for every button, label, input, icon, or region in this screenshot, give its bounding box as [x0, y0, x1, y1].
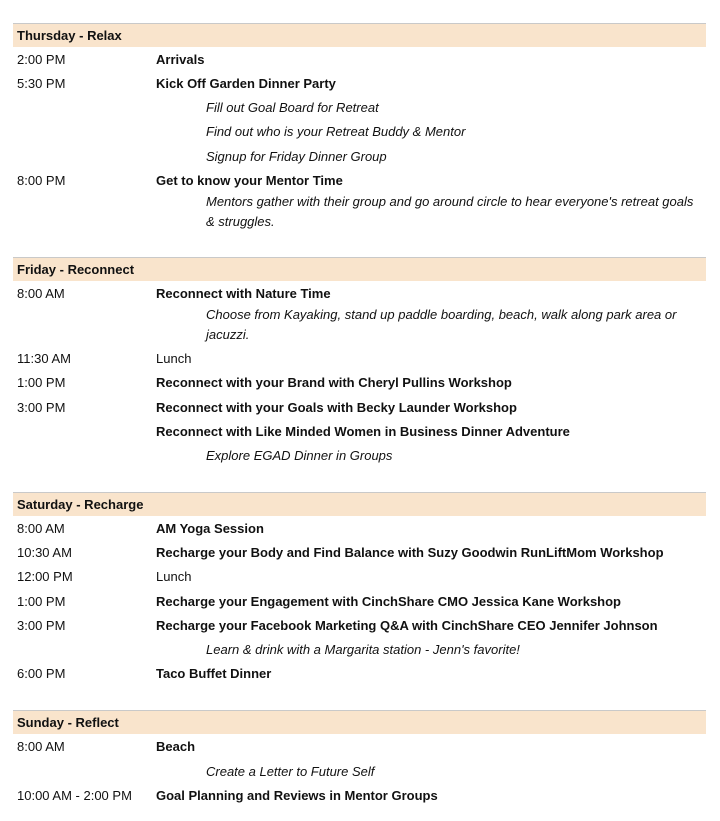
event-title: Reconnect with your Brand with Cheryl Pullins Workshop — [156, 375, 512, 390]
event-title: Goal Planning and Reviews in Mentor Groups — [156, 788, 438, 803]
day-header-thursday: Thursday - Relax — [13, 23, 706, 47]
time-label: 11:30 AM — [17, 351, 71, 366]
time-label: 10:00 AM - 2:00 PM — [17, 788, 132, 803]
time-label: 2:00 PM — [17, 52, 66, 67]
event-title: Lunch — [156, 569, 192, 584]
event-note: Choose from Kayaking, stand up paddle boarding, beach, walk along park area or jacuzzi. — [206, 307, 677, 342]
event-title: Get to know your Mentor Time — [156, 173, 343, 188]
event-note: Create a Letter to Future Self — [206, 764, 375, 779]
time-label: 8:00 AM — [17, 286, 65, 301]
day-header-saturday: Saturday - Recharge — [13, 492, 706, 516]
time-label: 1:00 PM — [17, 594, 66, 609]
time-label: 10:30 AM — [17, 545, 72, 560]
event-note: Learn & drink with a Margarita station - Jenn's favorite! — [206, 642, 520, 657]
event-note: Fill out Goal Board for Retreat — [206, 100, 379, 115]
event-title: Recharge your Body and Find Balance with Suzy Goodwin RunLiftMom Workshop — [156, 545, 664, 560]
time-label: 8:00 AM — [17, 521, 65, 536]
event-note: Mentors gather with their group and go around circle to hear everyone's retreat goals & struggles. — [206, 194, 694, 229]
day-header-sunday: Sunday - Reflect — [13, 710, 706, 734]
event-title: Reconnect with Nature Time — [156, 286, 331, 301]
time-label: 6:00 PM — [17, 666, 66, 681]
time-label: 3:00 PM — [17, 400, 66, 415]
time-label: 8:00 AM — [17, 739, 65, 754]
event-title: Reconnect with your Goals with Becky Launder Workshop — [156, 400, 517, 415]
event-title: Arrivals — [156, 52, 205, 67]
event-title: Recharge your Engagement with CinchShare CMO Jessica Kane Workshop — [156, 594, 621, 609]
time-label: 3:00 PM — [17, 618, 66, 633]
event-title: Recharge your Facebook Marketing Q&A with CinchShare CEO Jennifer Johnson — [156, 618, 658, 633]
event-title: Lunch — [156, 351, 192, 366]
event-title: Reconnect with Like Minded Women in Business Dinner Adventure — [156, 424, 570, 439]
time-label: 1:00 PM — [17, 375, 66, 390]
day-header-friday: Friday - Reconnect — [13, 257, 706, 281]
event-note: Signup for Friday Dinner Group — [206, 149, 387, 164]
time-label: 8:00 PM — [17, 173, 66, 188]
event-title: Taco Buffet Dinner — [156, 666, 272, 681]
event-note: Find out who is your Retreat Buddy & Mentor — [206, 124, 466, 139]
event-title: Kick Off Garden Dinner Party — [156, 76, 336, 91]
event-title: Beach — [156, 739, 196, 754]
time-label: 12:00 PM — [17, 569, 73, 584]
event-note: Explore EGAD Dinner in Groups — [206, 448, 393, 463]
event-title: AM Yoga Session — [156, 521, 264, 536]
time-label: 5:30 PM — [17, 76, 66, 91]
